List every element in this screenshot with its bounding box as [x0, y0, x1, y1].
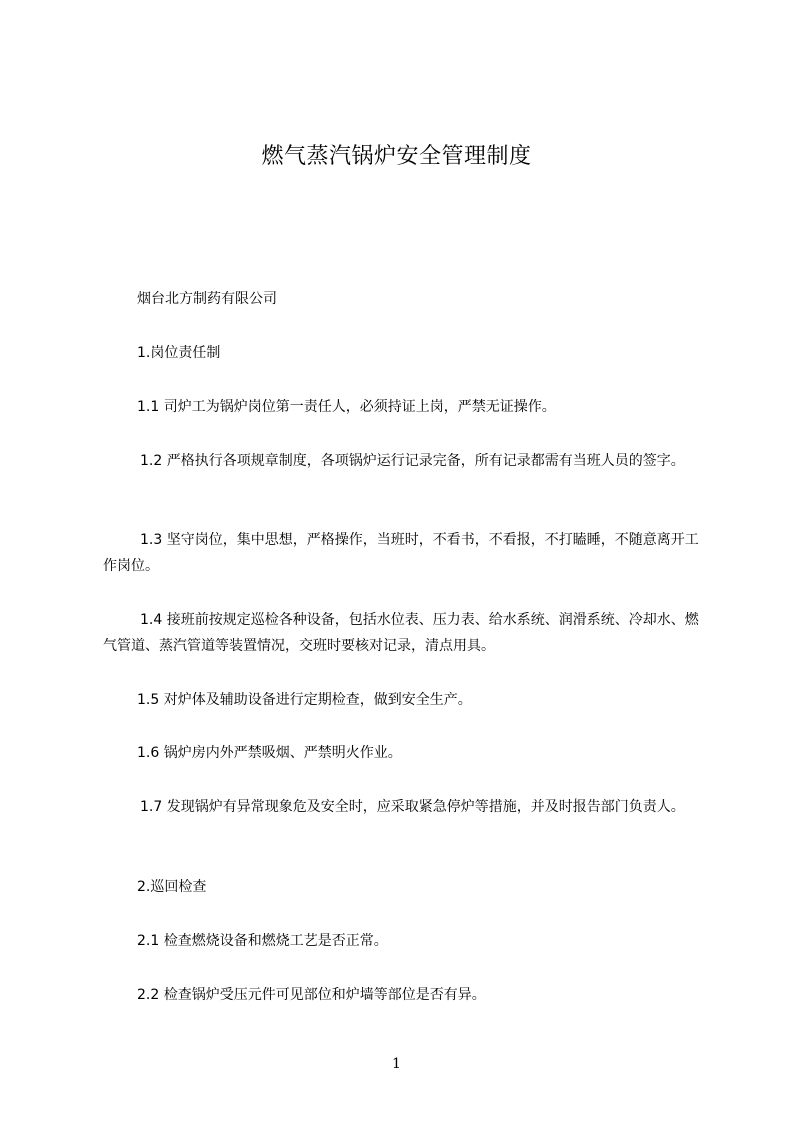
section-heading-2: 2.巡回检查	[137, 879, 207, 895]
page-number: 1	[392, 1056, 401, 1072]
paragraph-2-2: 2.2 检查锅炉受压元件可见部位和炉墙等部位是否有异。	[137, 987, 486, 1003]
paragraph-1-1: 1.1 司炉工为锅炉岗位第一责任人，必须持证上岗，严禁无证操作。	[137, 399, 556, 415]
document-title: 燃气蒸汽锅炉安全管理制度	[261, 144, 532, 169]
paragraph-2-1: 2.1 检查燃烧设备和燃烧工艺是否正常。	[137, 933, 388, 949]
section-heading-1: 1.岗位责任制	[137, 345, 221, 361]
paragraph-1-6: 1.6 锅炉房内外严禁吸烟、严禁明火作业。	[137, 745, 402, 761]
paragraph-1-3: 1.3 坚守岗位，集中思想，严格操作，当班时，不看书，不看报，不打瞌睡，不随意离开工作岗位。	[103, 532, 699, 574]
paragraph-1-7: 1.7 发现锅炉有异常现象危及安全时，应采取紧急停炉等措施，并及时报告部门负责人。	[140, 799, 685, 815]
paragraph-1-5: 1.5 对炉体及辅助设备进行定期检查，做到安全生产。	[137, 692, 472, 708]
paragraph-1-2: 1.2 严格执行各项规章制度，各项锅炉运行记录完备，所有记录都需有当班人员的签字。	[140, 453, 685, 469]
company-name: 烟台北方制药有限公司	[137, 291, 277, 307]
paragraph-1-4: 1.4 接班前按规定巡检各种设备，包括水位表、压力表、给水系统、润滑系统、冷却水、燃气管道、蒸汽管道等装置情况，交班时要核对记录，清点用具。	[103, 612, 699, 654]
